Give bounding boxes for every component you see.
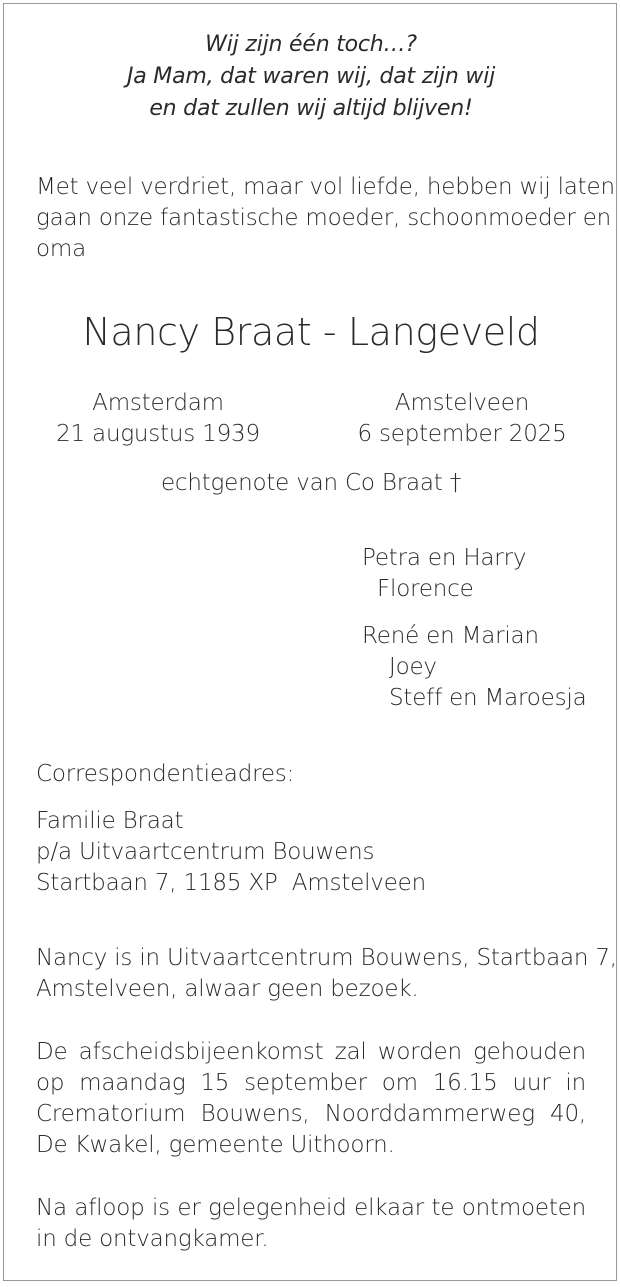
poem-line-3: en dat zullen wij altijd blijven! [149,96,473,121]
death-place: Amstelveen [394,390,530,416]
deceased-name: Nancy Braat - Langeveld [82,310,540,354]
poem-line-1: Wij zijn één toch…? [205,32,417,57]
correspondence-line-1: Familie Braat [36,808,184,834]
intro-line-1: Met veel verdriet, maar vol liefde, hebben wij laten [36,174,615,200]
birth-place: Amsterdam [92,390,224,416]
obituary-card [3,3,617,1281]
closing-line-1: Na afloop is er gelegenheid elkaar te ontmoeten [36,1195,586,1221]
poem-line-2: Ja Mam, dat waren wij, dat zijn wij [126,64,496,89]
birth-date: 21 augustus 1939 [56,421,260,447]
correspondence-line-3: Startbaan 7, 1185 XP Amstelveen [36,870,426,896]
ceremony-line-2: op maandag 15 september om 16.15 uur in [36,1070,586,1096]
family-group1-parents: Petra en Harry [362,545,527,571]
correspondence-line-2: p/a Uitvaartcentrum Bouwens [36,839,375,865]
family-group1-child-1: Florence [377,576,474,602]
intro-line-3: oma [36,236,86,262]
location-line-1: Nancy is in Uitvaartcentrum Bouwens, Startbaan 7, [36,945,617,971]
closing-line-2: in de ontvangkamer. [36,1226,269,1252]
spouse-line: echtgenote van Co Braat † [160,470,462,496]
family-group2-parents: René en Marian [362,623,539,649]
death-date: 6 september 2025 [357,421,567,447]
ceremony-line-3: Crematorium Bouwens, Noorddammerweg 40, [36,1101,586,1127]
correspondence-heading: Correspondentieadres: [36,761,295,787]
family-group2-child-2: Steff en Maroesja [389,685,587,711]
ceremony-line-1: De afscheidsbijeenkomst zal worden gehouden [36,1039,586,1065]
location-line-2: Amstelveen, alwaar geen bezoek. [36,976,419,1002]
intro-line-2: gaan onze fantastische moeder, schoonmoeder en [36,205,612,231]
ceremony-line-4: De Kwakel, gemeente Uithoorn. [36,1132,395,1158]
family-group2-child-1: Joey [389,654,437,680]
